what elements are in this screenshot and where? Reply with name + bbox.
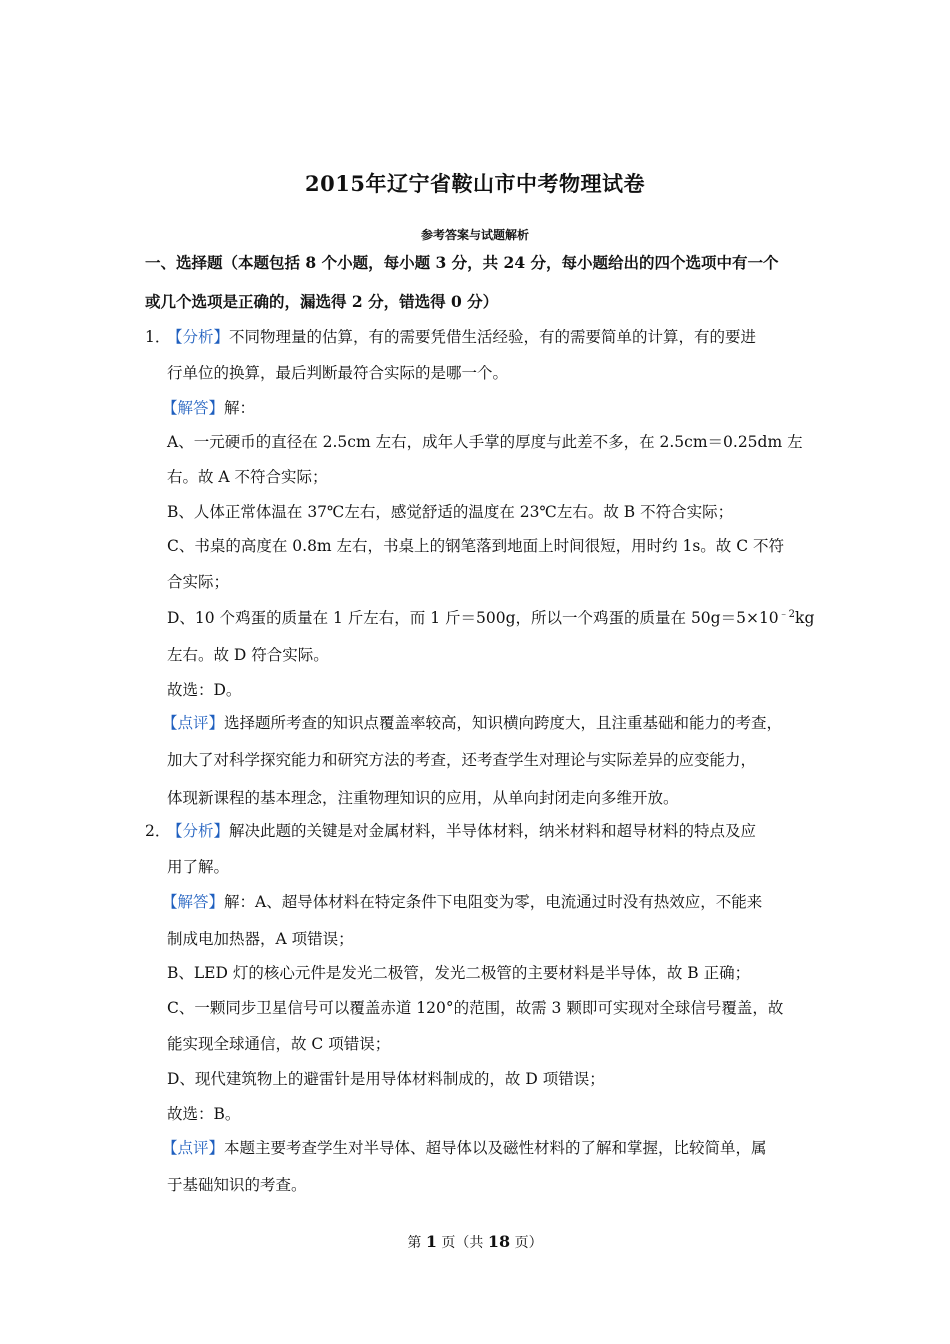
question-2-number: 2．: [145, 822, 171, 840]
q1-option-d-line1: D、10 个鸡蛋的质量在 1 斤左右，而 1 斤＝500g，所以一个鸡蛋的质量在 $50g=5\times 10^{﹣2}kg$: [167, 609, 815, 627]
comment-label: 【点评】: [162, 714, 225, 732]
q1-comment-line2: 加大了对科学探究能力和研究方法的考查，还考查学生对理论与实际差异的应变能力，: [167, 751, 757, 769]
q1-option-d-line2: 左右。故 D 符合实际。: [167, 646, 329, 664]
total-pages: 18: [487, 1232, 511, 1251]
q1-comment-line3: 体现新课程的基本理念，注重物理知识的应用，从单向封闭走向多维开放。: [167, 789, 679, 807]
q2-analysis-line1: 【分析】解决此题的关键是对金属材料，半导体材料，纳米材料和超导材料的特点及应: [167, 822, 757, 840]
q1-comment-line1: 【点评】选择题所考查的知识点覆盖率较高，知识横向跨度大，且注重基础和能力的考查，: [162, 714, 783, 732]
q1-option-c-line2: 合实际；: [167, 573, 230, 591]
q2-analysis-line2: 用了解。: [167, 858, 230, 876]
q2-option-d-line1: D、现代建筑物上的避雷针是用导体材料制成的，故 D 项错误；: [167, 1070, 605, 1088]
q1-option-b-line1: B、人体正常体温在 37℃左右，感觉舒适的温度在 23℃左右。故 B 不符合实际；: [167, 503, 734, 521]
q1-option-a-line1: A、一元硬币的直径在 2.5cm 左右，成年人手掌的厚度与此差不多，在 2.5cm＝0.25dm 左: [167, 433, 803, 451]
q2-choice: 故选：B。: [167, 1105, 241, 1123]
analysis-label: 【分析】: [167, 822, 230, 840]
answer-label: 【解答】: [162, 399, 225, 417]
current-page-number: 1: [425, 1232, 437, 1251]
q2-answer-line2: 制成电加热器，A 项错误；: [167, 930, 354, 948]
q2-answer-line1: 【解答】解：A、超导体材料在特定条件下电阻变为零，电流通过时没有热效应，不能来: [162, 893, 763, 911]
q1-answer-head: 【解答】解：: [162, 399, 256, 417]
page-title: 2015年辽宁省鞍山市中考物理试卷: [305, 171, 645, 196]
q1-analysis-line2: 行单位的换算，最后判断最符合实际的是哪一个。: [167, 364, 509, 382]
q1-choice: 故选：D。: [167, 681, 242, 699]
q2-comment-line1: 【点评】本题主要考查学生对半导体、超导体以及磁性材料的了解和掌握，比较简单，属: [162, 1139, 767, 1157]
question-1-number: 1．: [145, 328, 171, 346]
q2-option-b-line1: B、LED 灯的核心元件是发光二极管，发光二极管的主要材料是半导体，故 B 正确；: [167, 964, 751, 982]
page-footer: 第 1 页（共 18 页）: [407, 1232, 543, 1251]
q2-option-c-line1: C、一颗同步卫星信号可以覆盖赤道 120°的范围，故需 3 颗即可实现对全球信号覆盖，故: [167, 999, 784, 1017]
q1-option-c-line1: C、书桌的高度在 0.8m 左右，书桌上的钢笔落到地面上时间很短，用时约 1s。故 C 不符: [167, 537, 785, 555]
section-heading-line1: 一、选择题（本题包括 8 个小题，每小题 3 分，共 24 分，每小题给出的四个选项中有一个: [145, 253, 779, 272]
section-heading-line2: 或几个选项是正确的，漏选得 2 分，错选得 0 分）: [145, 292, 499, 311]
analysis-label: 【分析】: [167, 328, 230, 346]
q2-comment-line2: 于基础知识的考查。: [167, 1176, 307, 1194]
q1-analysis-line1: 【分析】不同物理量的估算，有的需要凭借生活经验，有的需要简单的计算，有的要进: [167, 328, 757, 346]
comment-label: 【点评】: [162, 1139, 225, 1157]
q2-option-c-line2: 能实现全球通信，故 C 项错误；: [167, 1035, 391, 1053]
q1-option-a-line2: 右。故 A 不符合实际；: [167, 468, 328, 486]
page-subtitle: 参考答案与试题解析: [420, 228, 529, 242]
answer-label: 【解答】: [162, 893, 225, 911]
